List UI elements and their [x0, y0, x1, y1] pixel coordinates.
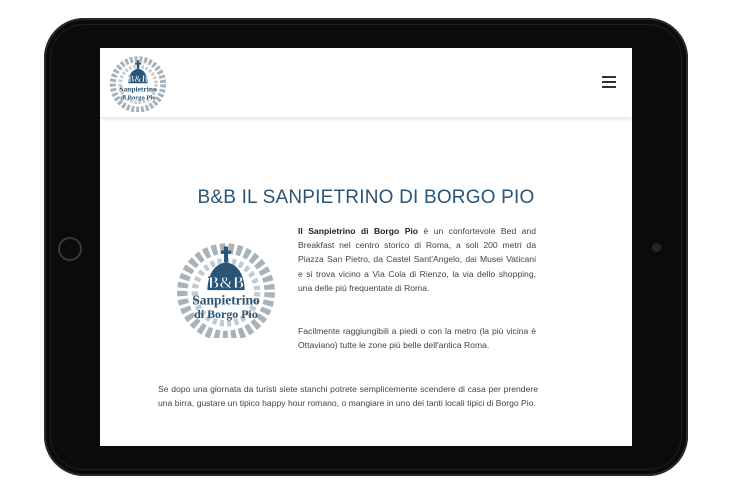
- camera-icon: [653, 244, 660, 251]
- intro-bold: Il Sanpietrino di Borgo Pio: [298, 226, 419, 236]
- metro-paragraph: Facilmente raggiungibili a piedi o con la metro (la più vicina è Ottaviano) tutte le zone più belle dell'antica Roma.: [298, 326, 536, 351]
- logo-line2: Sanpietrino: [119, 84, 157, 94]
- content-logo: [174, 234, 278, 338]
- menu-bar: [602, 76, 616, 78]
- content-logo-line1: B&B: [207, 273, 245, 293]
- page-title: B&B IL SANPIETRINO DI BORGO PIO: [197, 187, 535, 208]
- home-button[interactable]: [58, 237, 82, 261]
- menu-bar: [602, 86, 616, 88]
- hamburger-menu-icon[interactable]: [602, 76, 616, 88]
- logo-line1: B&B: [128, 74, 148, 84]
- content-logo-line3: di Borgo Pio: [194, 307, 258, 322]
- evening-paragraph: Se dopo una giornata da turisti siete stanchi potrete semplicemente scendere di casa per prendere una birra, gustare un tipico happy hour romano, o mangiare in uno dei tanti locali tipici di Borgo Pio.: [158, 384, 538, 409]
- intro-paragraph: [298, 224, 536, 295]
- site-header: [100, 48, 632, 117]
- site-logo[interactable]: [108, 52, 168, 112]
- tablet-frame: [44, 18, 688, 476]
- content-logo-line2: Sanpietrino: [192, 292, 260, 308]
- logo-line3: di Borgo Pio: [120, 94, 156, 102]
- screen: [100, 48, 632, 446]
- menu-bar: [602, 81, 616, 83]
- intro-text: è un confortevole Bed and Breakfast nel centro storico di Roma, a soli 200 metri da Piazza San Pietro, da Castel Sant'Angelo, dai Musei Vaticani e si trova vicino a Via Cola di Rienzo, la via dello shopping, una delle più frequentate di Roma.: [298, 226, 536, 293]
